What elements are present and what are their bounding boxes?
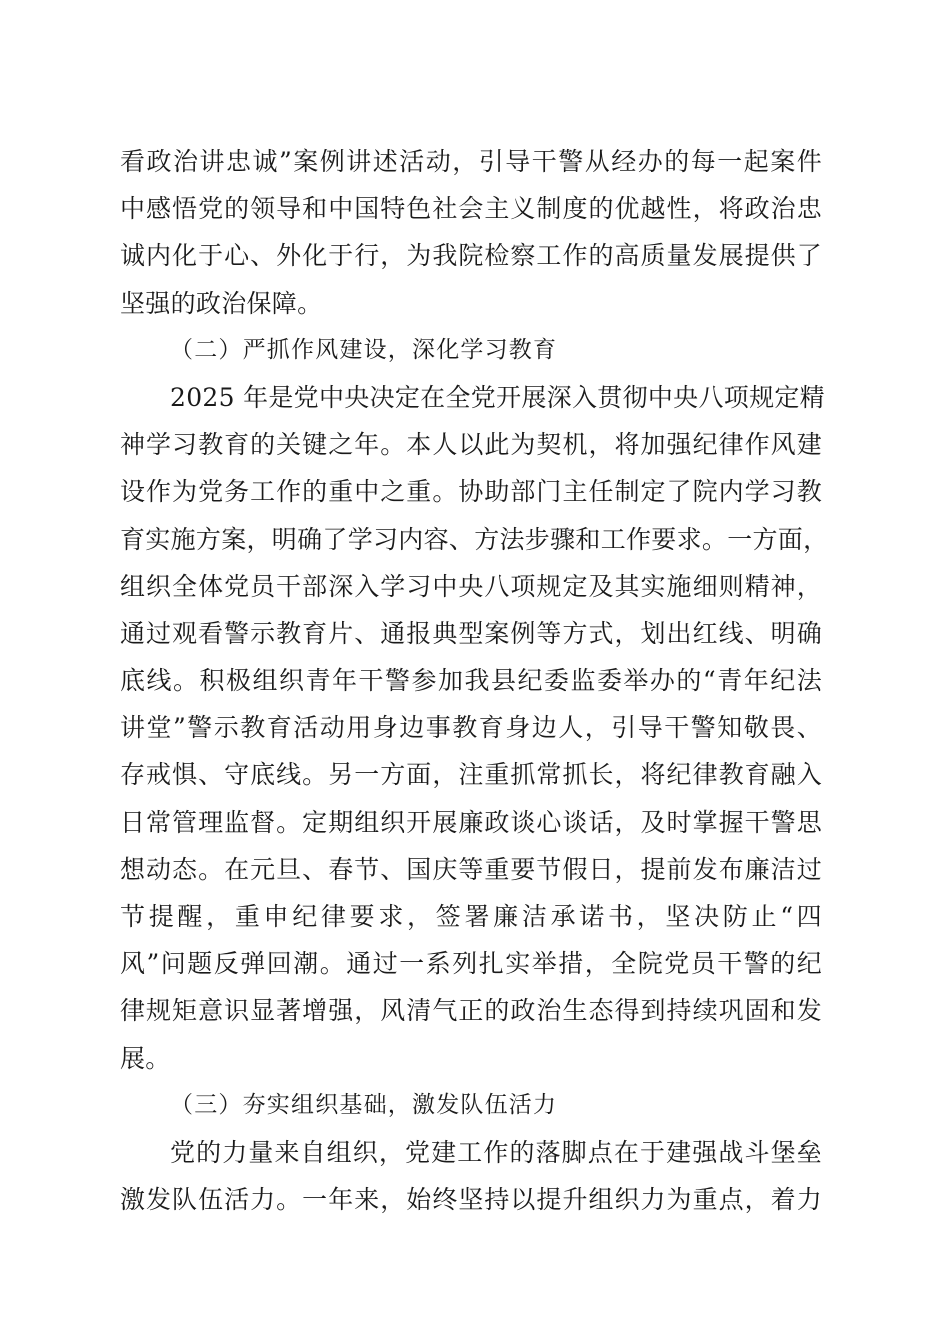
body-line: 看政治讲忠诚”案例讲述活动，引导干警从经办的每一起案件 — [120, 147, 822, 176]
body-line: 育实施方案，明确了学习内容、方法步骤和工作要求。一方面， — [120, 524, 829, 554]
body-line: 日常管理监督。定期组织开展廉政谈心谈话，及时掌握干警思 — [120, 807, 822, 837]
body-line: 诚内化于心、外化于行，为我院检察工作的高质量发展提供了 — [120, 241, 822, 271]
section-heading-three: （三）夯实组织基础，激发队伍活力 — [170, 1091, 558, 1118]
body-line: 2025 年是党中央决定在全党开展深入贯彻中央八项规定精 — [170, 382, 825, 412]
body-line: 中感悟党的领导和中国特色社会主义制度的优越性，将政治忠 — [120, 194, 822, 224]
body-line: 通过观看警示教育片、通报典型案例等方式，划出红线、明确 — [120, 618, 822, 648]
document-body — [120, 138, 829, 1223]
body-line: 节提醒，重申纪律要求，签署廉洁承诺书，坚决防止“四 — [120, 902, 822, 931]
body-line: 设作为党务工作的重中之重。协助部门主任制定了院内学习教 — [120, 477, 822, 507]
paragraph-organization — [120, 1129, 822, 1223]
body-line: 讲堂”警示教育活动用身边事教育身边人，引导干警知敬畏、 — [120, 713, 822, 743]
body-line: 风”问题反弹回潮。通过一系列扎实举措，全院党员干警的纪 — [120, 949, 822, 979]
body-line: 存戒惧、守底线。另一方面，注重抓常抓长，将纪律教育融入 — [120, 760, 822, 790]
body-line: 展。 — [120, 1043, 171, 1073]
body-line: 坚强的政治保障。 — [120, 288, 323, 318]
paragraph-discipline-education — [120, 374, 829, 1082]
body-line: 底线。积极组织青年干警参加我县纪委监委举办的“青年纪法 — [120, 666, 822, 696]
body-line: 律规矩意识显著增强，风清气正的政治生态得到持续巩固和发 — [120, 996, 822, 1026]
body-line: 激发队伍活力。一年来，始终坚持以提升组织力为重点，着力 — [120, 1185, 822, 1215]
body-line: 想动态。在元旦、春节、国庆等重要节假日，提前发布廉洁过 — [120, 854, 822, 884]
section-heading-two: （二）严抓作风建设，深化学习教育 — [170, 336, 558, 363]
body-line: 组织全体党员干部深入学习中央八项规定及其实施细则精神， — [120, 571, 822, 601]
body-line: 党的力量来自组织，党建工作的落脚点在于建强战斗堡垒 — [170, 1137, 822, 1167]
paragraph-political-loyalty — [120, 138, 822, 327]
body-line: 神学习教育的关键之年。本人以此为契机，将加强纪律作风建 — [120, 430, 822, 460]
